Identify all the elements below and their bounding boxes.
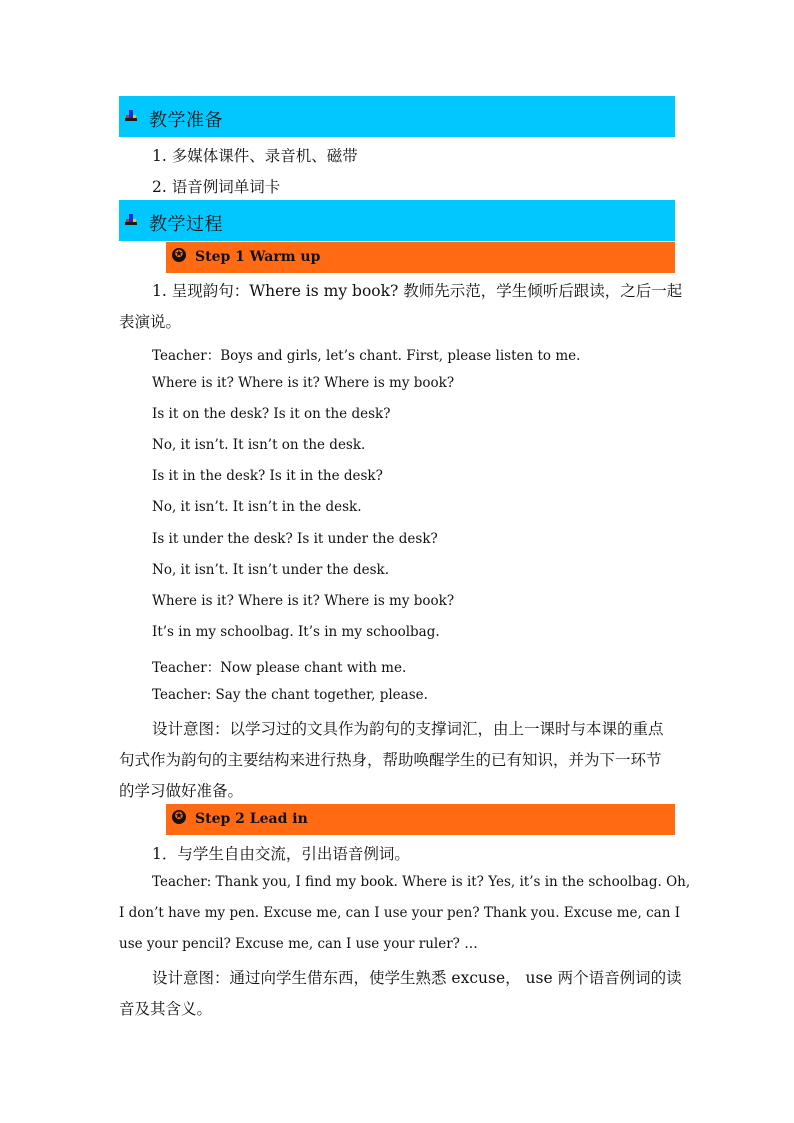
chant-line: Is it on the desk? Is it on the desk? bbox=[152, 406, 391, 422]
teacher-line: use your pencil? Excuse me, can I use your ruler? … bbox=[119, 936, 478, 952]
chant-line: Where is it? Where is it? Where is my book? bbox=[152, 375, 455, 391]
prep-item: 1. 多媒体课件、录音机、磁带 bbox=[152, 147, 358, 165]
step-header-2 bbox=[166, 804, 675, 835]
teacher-line: Teacher: Thank you, I find my book. Where is it? Yes, it’s in the schoolbag. Oh, bbox=[152, 874, 691, 890]
step-header-1 bbox=[166, 242, 675, 273]
design-intent: 设计意图：以学习过的文具作为韵句的支撑词汇，由上一课时与本课的重点 bbox=[152, 720, 664, 738]
chant-line: Is it in the desk? Is it in the desk? bbox=[152, 468, 383, 484]
chant-line: No, it isn’t. It isn’t under the desk. bbox=[152, 562, 389, 578]
section-title: 教学过程 bbox=[149, 214, 223, 235]
star-icon: ✪ bbox=[172, 810, 186, 824]
step1-intro: 表演说。 bbox=[119, 313, 182, 331]
flag-icon bbox=[124, 109, 138, 123]
flag-icon bbox=[124, 213, 138, 227]
chant-line: Teacher：Now please chant with me. bbox=[152, 660, 407, 676]
step1-intro: 1. 呈现韵句：Where is my book? 教师先示范，学生倾听后跟读，之后一起 bbox=[152, 282, 683, 300]
section-title: 教学准备 bbox=[149, 110, 223, 131]
chant-line: No, it isn’t. It isn’t in the desk. bbox=[152, 499, 362, 515]
chant-line: Is it under the desk? Is it under the desk? bbox=[152, 531, 438, 547]
chant-line: Where is it? Where is it? Where is my book? bbox=[152, 593, 455, 609]
design-intent: 的学习做好准备。 bbox=[119, 782, 244, 800]
chant-line: Teacher: Say the chant together, please. bbox=[152, 687, 428, 703]
chant-line: No, it isn’t. It isn’t on the desk. bbox=[152, 437, 366, 453]
step-label: Step 2 Lead in bbox=[195, 811, 308, 827]
design-intent: 设计意图：通过向学生借东西，使学生熟悉 excuse， use 两个语音例词的读 bbox=[152, 969, 682, 987]
section-header-prep bbox=[119, 96, 675, 137]
section-header-process bbox=[119, 200, 675, 241]
prep-item: 2. 语音例词单词卡 bbox=[152, 178, 281, 196]
design-intent: 句式作为韵句的主要结构来进行热身，帮助唤醒学生的已有知识，并为下一环节 bbox=[119, 751, 662, 769]
teacher-line: I don’t have my pen. Excuse me, can I use your pen? Thank you. Excuse me, can I bbox=[119, 905, 681, 921]
chant-line: Teacher：Boys and girls, let’s chant. First, please listen to me. bbox=[152, 348, 581, 364]
design-intent: 音及其含义。 bbox=[119, 1000, 213, 1018]
step-label: Step 1 Warm up bbox=[195, 249, 321, 265]
star-icon: ✪ bbox=[172, 248, 186, 262]
step2-intro: 1．与学生自由交流，引出语音例词。 bbox=[152, 845, 410, 863]
chant-line: It’s in my schoolbag. It’s in my schoolbag. bbox=[152, 624, 440, 640]
